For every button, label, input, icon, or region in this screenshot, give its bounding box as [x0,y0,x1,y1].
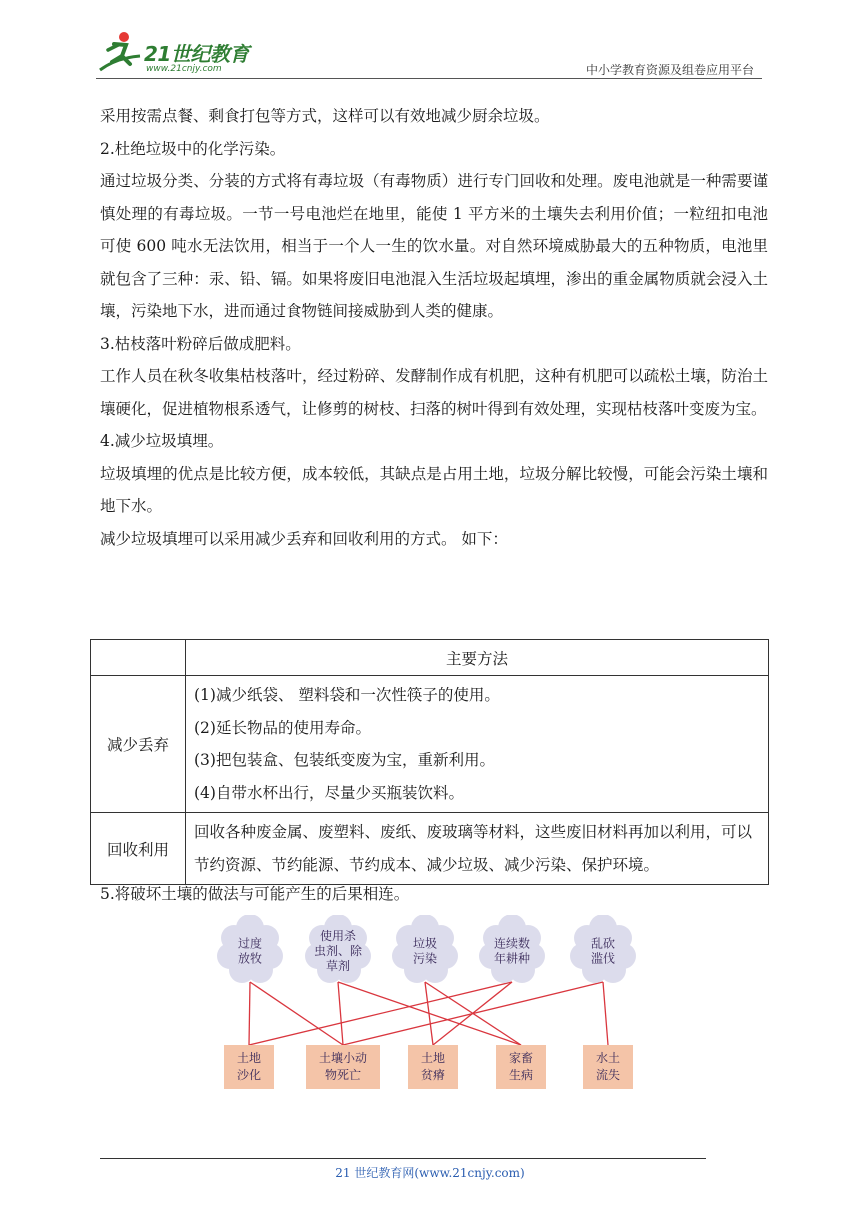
effect-label: 流失 [595,1068,621,1082]
effect-label: 水土 [595,1051,621,1065]
header-divider [96,78,762,79]
cause-label: 连续数 [493,936,531,951]
cause-cloud [305,915,371,983]
row-label: 回收利用 [91,813,186,885]
method-item: (4)自带水杯出行，尽量少买瓶装饮料。 [194,783,464,802]
logo-text: 21世纪教育 [144,42,249,66]
cause-cloud [570,915,636,983]
table-header-methods: 主要方法 [186,640,769,676]
article-body [100,100,768,555]
cause-label: 放牧 [237,951,263,966]
effect-label: 物死亡 [324,1068,362,1082]
cause-label: 过度 [237,936,263,951]
cause-label: 滥伐 [590,951,616,966]
table-header-empty [91,640,186,676]
platform-name: 中小学教育资源及组卷应用平台 [585,63,754,77]
section-heading: 3.枯枝落叶粉碎后做成肥料。 [100,334,301,353]
cause-label: 乱砍 [590,936,616,951]
connector-line [250,982,343,1045]
logo-url: www.21cnjy.com [146,64,222,74]
table-header-row [91,640,769,676]
cause-label: 草剂 [325,959,351,973]
effect-box [224,1045,274,1089]
connector-line [603,982,608,1045]
effect-box [496,1045,546,1089]
paragraph: 垃圾填埋的优点是比较方便，成本较低，其缺点是占用土地，垃圾分解比较慢，可能会污染土壤和地下水。 [100,464,768,515]
effect-label: 生病 [508,1068,534,1082]
effect-box [306,1045,380,1089]
footer-divider [100,1158,706,1159]
effect-label: 土地 [236,1051,262,1065]
cause-label: 污染 [412,951,438,966]
effect-label: 土地 [420,1051,446,1065]
matching-diagram [216,915,646,1095]
effect-label: 土壤小动 [318,1051,368,1065]
logo [96,30,266,82]
paragraph: 通过垃圾分类、分装的方式将有毒垃圾（有毒物质）进行专门回收和处理。废电池就是一种需要谨慎处理的有毒垃圾。一节一号电池烂在地里，能使 1 平方米的土壤失去利用价值；一粒纽扣电池可使 600 吨水无法饮用，相当于一个人一生的饮水量。对自然环境威胁最大的五种物质，电池里就包含了三种：汞、铅、镉。如果将废旧电池混入生活垃圾起填埋，渗出的重金属物质就会浸入土壤，污染地下水，进而通过食物链间接威胁到人类的健康。 [100,172,768,320]
cause-label: 使用杀 [319,929,357,943]
footer-text: 21 世纪教育网(www.21cnjy.com) [335,1166,525,1180]
method-item: (2)延长物品的使用寿命。 [194,718,371,737]
method-text: 回收各种废金属、废塑料、废纸、废玻璃等材料，这些废旧材料再加以利用，可以节约资源、节约能源、节约成本、减少垃圾、减少污染、保护环境。 [186,813,769,885]
runner-logo-icon [96,30,146,78]
connector-line [338,982,343,1045]
method-item: (1)减少纸袋、 塑料袋和一次性筷子的使用。 [194,686,500,704]
effect-label: 贫瘠 [420,1068,446,1082]
effect-box [583,1045,633,1089]
paragraph: 工作人员在秋冬收集枯枝落叶，经过粉碎、发酵制作成有机肥，这种有机肥可以疏松土壤，防治土壤硬化，促进植物根系透气，让修剪的树枝、扫落的树叶得到有效处理，实现枯枝落叶变废为宝。 [100,367,768,418]
cause-cloud [217,915,283,983]
section-heading: 2.杜绝垃圾中的化学污染。 [100,139,286,158]
connector-line [425,982,433,1045]
effect-box [408,1045,458,1089]
cause-cloud [479,915,545,983]
effect-label: 沙化 [236,1068,262,1082]
paragraph: 采用按需点餐、剩食打包等方式，这样可以有效地减少厨余垃圾。 [100,107,550,125]
row-label: 减少丢弃 [91,676,186,813]
paragraph: 减少垃圾填埋可以采用减少丢弃和回收利用的方式。 如下： [100,529,508,548]
table-row [91,676,769,813]
table-row [91,813,769,885]
page-header [96,30,762,82]
cause-cloud [392,915,458,983]
connector-line [249,982,250,1045]
method-item: (3)把包装盒、包装纸变废为宝，重新利用。 [194,751,495,769]
effect-label: 家畜 [508,1051,534,1065]
cause-label: 虫剂、除 [313,944,363,958]
cause-label: 年耕种 [493,951,531,966]
section-heading: 4.减少垃圾填埋。 [100,432,224,450]
cause-label: 垃圾 [412,936,438,951]
question-5: 5.将破坏土壤的做法与可能产生的后果相连。 [100,885,410,903]
method-list [186,676,769,813]
methods-table [90,639,769,885]
